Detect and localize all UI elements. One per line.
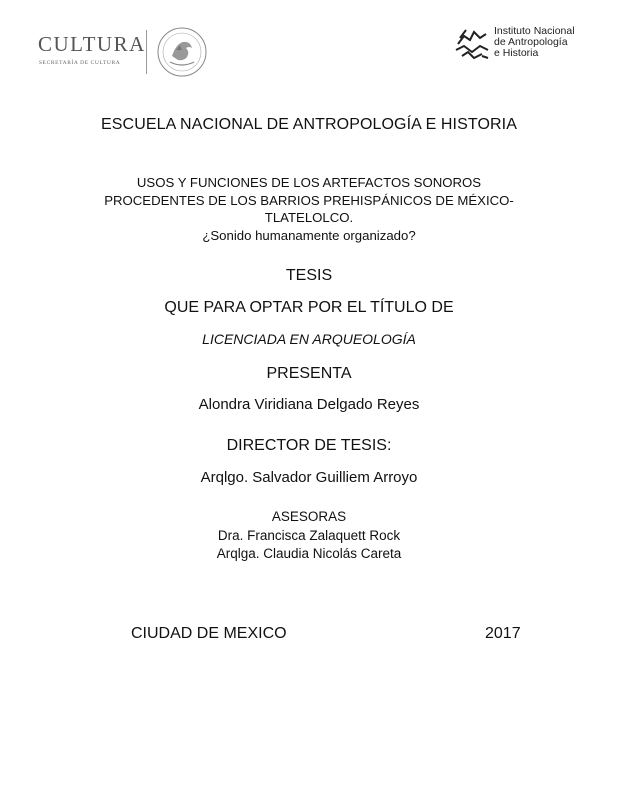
logo-divider — [146, 30, 147, 74]
inah-text — [494, 26, 575, 59]
school-name: ESCUELA NACIONAL DE ANTROPOLOGÍA E HISTORIA — [101, 116, 517, 133]
director-name: Arqlgo. Salvador Guilliem Arroyo — [200, 469, 418, 486]
tesis-heading: TESIS — [285, 267, 333, 284]
inah-line: de Antropología — [494, 36, 568, 48]
advisors-label: ASESORAS — [271, 509, 347, 524]
mexico-coat-of-arms-icon — [156, 26, 208, 78]
cultura-logo — [38, 30, 213, 78]
cultura-subtitle: SECRETARÍA DE CULTURA — [39, 60, 121, 66]
author-name: Alondra Viridiana Delgado Reyes — [198, 396, 420, 413]
thesis-title — [0, 174, 618, 244]
thesis-subtitle: ¿Sonido humanamente organizado? — [202, 227, 416, 243]
thesis-title-line: TLATELOLCO. — [264, 210, 354, 225]
cultura-wordmark: CULTURA — [38, 32, 146, 56]
city: CIUDAD DE MEXICO — [131, 625, 287, 642]
inah-line: Instituto Nacional — [494, 25, 575, 37]
degree-intro: QUE PARA OPTAR POR EL TÍTULO DE — [164, 299, 454, 316]
thesis-title-line: USOS Y FUNCIONES DE LOS ARTEFACTOS SONOROS — [136, 175, 482, 190]
thesis-title-line: PROCEDENTES DE LOS BARRIOS PREHISPÁNICOS DE MÉXICO- — [104, 192, 514, 208]
inah-logo — [452, 26, 587, 66]
inah-emblem-icon — [452, 26, 492, 62]
advisor-name: Dra. Francisca Zalaquett Rock — [217, 528, 401, 543]
presenta-label: PRESENTA — [266, 365, 352, 382]
advisor-name: Arqlga. Claudia Nicolás Careta — [216, 546, 402, 561]
director-label: DIRECTOR DE TESIS: — [226, 437, 392, 454]
degree-name: LICENCIADA EN ARQUEOLOGÍA — [202, 331, 416, 347]
advisors-list — [0, 527, 618, 563]
inah-line: e Historia — [494, 47, 539, 59]
year: 2017 — [485, 625, 521, 642]
